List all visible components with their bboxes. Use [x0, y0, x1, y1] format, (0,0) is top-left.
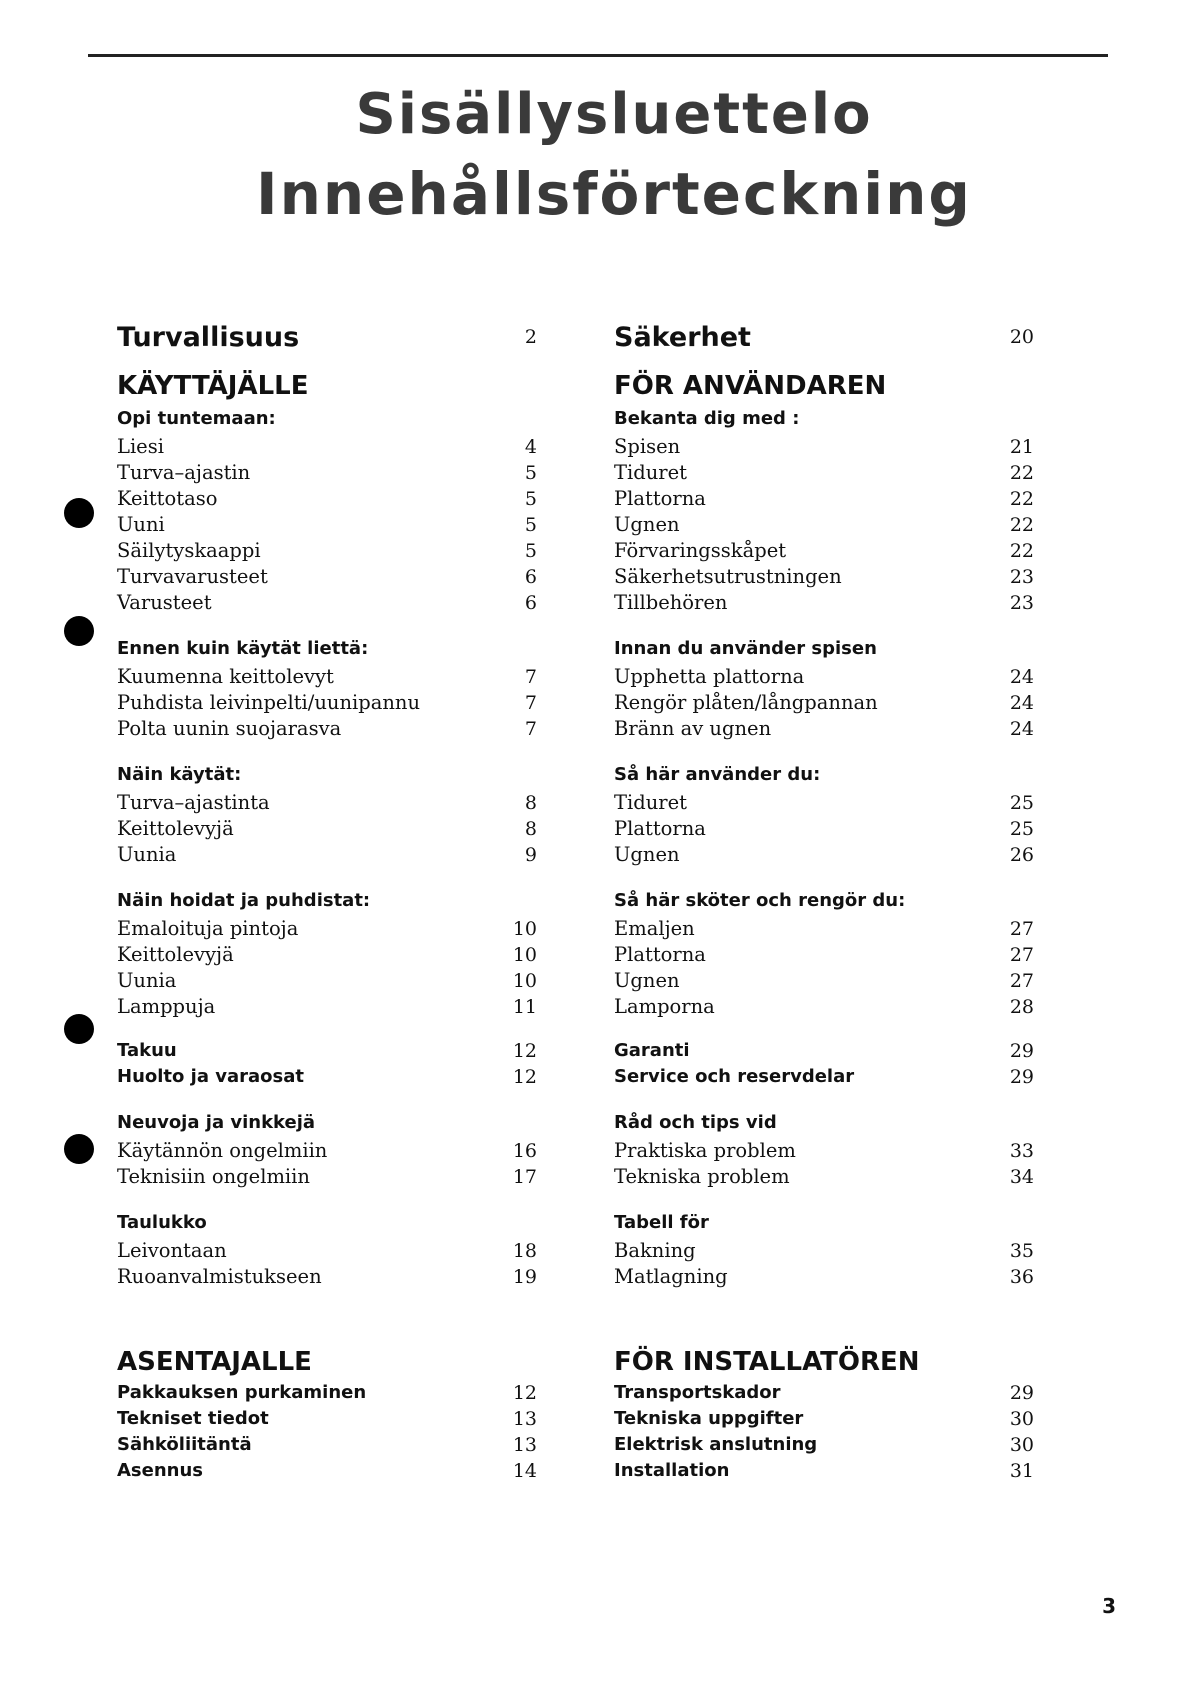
- toc-entry[interactable]: [117, 434, 537, 460]
- safety-heading[interactable]: [614, 318, 1034, 358]
- toc-entry-page: 8: [524, 818, 537, 840]
- section-title: Ennen kuin käytät liettä:: [117, 638, 369, 659]
- toc-entry-page: 7: [524, 718, 537, 740]
- toc-entry-page: 5: [524, 462, 537, 484]
- toc-entry-label: Tekniska problem: [614, 1165, 790, 1188]
- toc-entry[interactable]: [614, 1038, 1034, 1064]
- toc-entry-label: Förvaringsskåpet: [614, 539, 787, 562]
- toc-entry-page: 35: [1009, 1240, 1034, 1262]
- toc-entry[interactable]: [614, 538, 1034, 564]
- safety-heading[interactable]: [117, 318, 537, 358]
- toc-entry[interactable]: [117, 942, 537, 968]
- toc-entry-label: Tekniset tiedot: [117, 1408, 269, 1429]
- safety-heading-page: 20: [1009, 326, 1034, 348]
- toc-entry[interactable]: [614, 1138, 1034, 1164]
- toc-entry[interactable]: [614, 460, 1034, 486]
- toc-entry[interactable]: [117, 1238, 537, 1264]
- toc-entry-label: Bränn av ugnen: [614, 717, 772, 740]
- toc-entry-page: 10: [512, 944, 537, 966]
- safety-heading-label: Säkerhet: [614, 322, 751, 353]
- section-title: Opi tuntemaan:: [117, 408, 276, 429]
- toc-entry-label: Säkerhetsutrustningen: [614, 565, 842, 588]
- punch-hole: [64, 1014, 94, 1044]
- toc-entry-page: 9: [524, 844, 537, 866]
- toc-entry-label: Leivontaan: [117, 1239, 227, 1262]
- toc-entry-page: 34: [1009, 1166, 1034, 1188]
- toc-entry[interactable]: [614, 486, 1034, 512]
- toc-entry-label: Puhdista leivinpelti/uunipannu: [117, 691, 421, 714]
- toc-entry[interactable]: [614, 590, 1034, 616]
- punch-hole: [64, 616, 94, 646]
- toc-entry-page: 36: [1009, 1266, 1034, 1288]
- toc-entry-label: Uunia: [117, 969, 177, 992]
- toc-entry-page: 14: [512, 1460, 537, 1482]
- toc-entry[interactable]: [117, 1164, 537, 1190]
- safety-heading-page: 2: [524, 326, 537, 348]
- toc-entry-label: Plattorna: [614, 943, 706, 966]
- toc-entry[interactable]: [614, 1406, 1034, 1432]
- toc-entry[interactable]: [614, 716, 1034, 742]
- toc-entry-label: Säilytyskaappi: [117, 539, 261, 562]
- toc-entry[interactable]: [117, 664, 537, 690]
- toc-entry[interactable]: [614, 664, 1034, 690]
- user-heading: KÄYTTÄJÄLLE: [117, 371, 309, 401]
- toc-entry-label: Bakning: [614, 1239, 696, 1262]
- toc-entry-page: 4: [524, 436, 537, 458]
- toc-entry[interactable]: [614, 968, 1034, 994]
- toc-entry-page: 25: [1009, 818, 1034, 840]
- toc-entry-label: Ugnen: [614, 513, 680, 536]
- toc-entry-page: 13: [512, 1408, 537, 1430]
- toc-entry-page: 29: [1009, 1066, 1034, 1088]
- toc-entry-label: Plattorna: [614, 817, 706, 840]
- section-title: Bekanta dig med :: [614, 408, 800, 429]
- toc-entry-page: 31: [1009, 1460, 1034, 1482]
- toc-entry-page: 17: [512, 1166, 537, 1188]
- toc-entry-label: Ugnen: [614, 843, 680, 866]
- toc-entry-label: Matlagning: [614, 1265, 728, 1288]
- toc-entry[interactable]: [117, 1138, 537, 1164]
- toc-entry-label: Upphetta plattorna: [614, 665, 805, 688]
- toc-entry-page: 25: [1009, 792, 1034, 814]
- punch-hole: [64, 498, 94, 528]
- toc-entry-page: 12: [512, 1066, 537, 1088]
- toc-entry-label: Huolto ja varaosat: [117, 1066, 304, 1087]
- toc-entry[interactable]: [117, 512, 537, 538]
- toc-entry-label: Käytännön ongelmiin: [117, 1139, 328, 1162]
- punch-hole: [64, 1134, 94, 1164]
- toc-entry-label: Elektrisk anslutning: [614, 1434, 818, 1455]
- toc-entry-page: 10: [512, 970, 537, 992]
- toc-entry-label: Tiduret: [614, 461, 687, 484]
- toc-entry-page: 22: [1009, 514, 1034, 536]
- toc-entry[interactable]: [117, 460, 537, 486]
- title-swedish: Innehållsförteckning: [256, 160, 972, 228]
- toc-entry-label: Varusteet: [117, 591, 212, 614]
- toc-entry[interactable]: [614, 1380, 1034, 1406]
- section-title: Innan du använder spisen: [614, 638, 877, 659]
- toc-entry-label: Rengör plåten/långpannan: [614, 691, 878, 714]
- toc-entry[interactable]: [117, 994, 537, 1020]
- toc-entry[interactable]: [117, 564, 537, 590]
- toc-entry[interactable]: [117, 1264, 537, 1290]
- section-title: Taulukko: [117, 1212, 207, 1233]
- toc-entry-page: 23: [1009, 566, 1034, 588]
- toc-entry-label: Tiduret: [614, 791, 687, 814]
- toc-entry-page: 27: [1009, 970, 1034, 992]
- toc-entry-page: 7: [524, 692, 537, 714]
- toc-entry-page: 28: [1009, 996, 1034, 1018]
- toc-entry-label: Ruoanvalmistukseen: [117, 1265, 322, 1288]
- toc-entry-label: Teknisiin ongelmiin: [117, 1165, 310, 1188]
- top-rule: [88, 54, 1108, 57]
- safety-heading-label: Turvallisuus: [117, 322, 300, 353]
- toc-column-finnish: [117, 318, 537, 1484]
- toc-entry[interactable]: [614, 1264, 1034, 1290]
- toc-entry[interactable]: [614, 1458, 1034, 1484]
- toc-entry-page: 11: [512, 996, 537, 1018]
- toc-entry[interactable]: [614, 842, 1034, 868]
- toc-entry[interactable]: [614, 1238, 1034, 1264]
- toc-entry-page: 30: [1009, 1434, 1034, 1456]
- toc-entry[interactable]: [117, 916, 537, 942]
- user-heading: FÖR ANVÄNDAREN: [614, 371, 887, 401]
- toc-entry-page: 18: [512, 1240, 537, 1262]
- toc-entry-label: Uunia: [117, 843, 177, 866]
- toc-entry-page: 24: [1009, 666, 1034, 688]
- toc-entry[interactable]: [614, 1164, 1034, 1190]
- toc-entry-page: 27: [1009, 918, 1034, 940]
- toc-entry-label: Ugnen: [614, 969, 680, 992]
- toc-entry[interactable]: [614, 916, 1034, 942]
- toc-entry-label: Liesi: [117, 435, 164, 458]
- toc-entry[interactable]: [117, 1064, 537, 1090]
- toc-entry[interactable]: [117, 690, 537, 716]
- toc-entry-page: 22: [1009, 462, 1034, 484]
- toc-entry-page: 6: [524, 566, 537, 588]
- toc-entry[interactable]: [614, 512, 1034, 538]
- toc-entry[interactable]: [117, 538, 537, 564]
- page-number: 3: [1102, 1594, 1116, 1618]
- toc-entry-page: 29: [1009, 1040, 1034, 1062]
- toc-entry-page: 21: [1009, 436, 1034, 458]
- toc-entry-page: 8: [524, 792, 537, 814]
- toc-entry[interactable]: [614, 434, 1034, 460]
- toc-entry-label: Installation: [614, 1460, 730, 1481]
- section-title: Så här sköter och rengör du:: [614, 890, 906, 911]
- toc-entry[interactable]: [117, 968, 537, 994]
- toc-entry-label: Lamporna: [614, 995, 715, 1018]
- toc-entry-page: 24: [1009, 692, 1034, 714]
- toc-entry-label: Turvavarusteet: [117, 565, 268, 588]
- toc-entry-page: 13: [512, 1434, 537, 1456]
- toc-entry-label: Keittolevyjä: [117, 943, 234, 966]
- toc-entry[interactable]: [614, 1064, 1034, 1090]
- toc-entry[interactable]: [117, 1380, 537, 1406]
- toc-entry-page: 22: [1009, 540, 1034, 562]
- installer-heading: FÖR INSTALLATÖREN: [614, 1347, 920, 1377]
- title-finnish: Sisällysluettelo: [355, 82, 873, 147]
- toc-entry[interactable]: [117, 1406, 537, 1432]
- section-title: Näin käytät:: [117, 764, 242, 785]
- toc-entry[interactable]: [117, 486, 537, 512]
- toc-entry[interactable]: [614, 564, 1034, 590]
- toc-entry[interactable]: [614, 1432, 1034, 1458]
- toc-entry-page: 22: [1009, 488, 1034, 510]
- toc-entry-page: 16: [512, 1140, 537, 1162]
- toc-entry-label: Sähköliitäntä: [117, 1434, 252, 1455]
- section-title: Tabell för: [614, 1212, 709, 1233]
- toc-entry-label: Takuu: [117, 1040, 177, 1061]
- toc-entry-page: 29: [1009, 1382, 1034, 1404]
- toc-entry[interactable]: [117, 816, 537, 842]
- toc-entry-page: 33: [1009, 1140, 1034, 1162]
- toc-entry-label: Plattorna: [614, 487, 706, 510]
- toc-entry-label: Polta uunin suojarasva: [117, 717, 342, 740]
- toc-entry-label: Emaljen: [614, 917, 695, 940]
- toc-entry-label: Transportskador: [614, 1382, 781, 1403]
- toc-entry-label: Kuumenna keittolevyt: [117, 665, 334, 688]
- toc-entry-label: Tillbehören: [614, 591, 728, 614]
- toc-entry[interactable]: [614, 942, 1034, 968]
- toc-entry-label: Tekniska uppgifter: [614, 1408, 804, 1429]
- toc-entry-label: Lamppuja: [117, 995, 216, 1018]
- toc-entry-label: Turva–ajastinta: [117, 791, 270, 814]
- toc-entry-label: Garanti: [614, 1040, 690, 1061]
- section-title: Så här använder du:: [614, 764, 821, 785]
- toc-entry[interactable]: [614, 994, 1034, 1020]
- toc-entry-page: 6: [524, 592, 537, 614]
- toc-column-swedish: [614, 318, 1034, 1484]
- toc-entry-label: Praktiska problem: [614, 1139, 796, 1162]
- installer-heading: ASENTAJALLE: [117, 1347, 312, 1377]
- toc-entry[interactable]: [117, 1458, 537, 1484]
- toc-entry-page: 10: [512, 918, 537, 940]
- toc-entry-label: Uuni: [117, 513, 165, 536]
- toc-entry-label: Turva–ajastin: [117, 461, 251, 484]
- toc-entry-page: 7: [524, 666, 537, 688]
- toc-entry-label: Emaloituja pintoja: [117, 917, 299, 940]
- toc-entry[interactable]: [117, 716, 537, 742]
- toc-entry-page: 23: [1009, 592, 1034, 614]
- toc-entry[interactable]: [614, 790, 1034, 816]
- toc-entry-page: 26: [1009, 844, 1034, 866]
- toc-entry[interactable]: [614, 816, 1034, 842]
- toc-entry-label: Pakkauksen purkaminen: [117, 1382, 367, 1403]
- toc-entry-page: 5: [524, 514, 537, 536]
- toc-entry-page: 5: [524, 488, 537, 510]
- toc-entry[interactable]: [614, 690, 1034, 716]
- toc-entry-page: 19: [512, 1266, 537, 1288]
- toc-entry-page: 30: [1009, 1408, 1034, 1430]
- toc-entry[interactable]: [117, 590, 537, 616]
- section-title: Neuvoja ja vinkkejä: [117, 1112, 316, 1133]
- toc-entry-label: Keittotaso: [117, 487, 218, 510]
- toc-entry-page: 24: [1009, 718, 1034, 740]
- toc-entry[interactable]: [117, 842, 537, 868]
- toc-entry-label: Keittolevyjä: [117, 817, 234, 840]
- toc-entry[interactable]: [117, 1432, 537, 1458]
- toc-entry-page: 12: [512, 1040, 537, 1062]
- toc-entry-page: 27: [1009, 944, 1034, 966]
- toc-entry-page: 12: [512, 1382, 537, 1404]
- section-title: Råd och tips vid: [614, 1112, 777, 1133]
- toc-entry-page: 5: [524, 540, 537, 562]
- toc-entry-label: Service och reservdelar: [614, 1066, 855, 1087]
- toc-entry[interactable]: [117, 1038, 537, 1064]
- toc-entry-label: Spisen: [614, 435, 681, 458]
- toc-entry[interactable]: [117, 790, 537, 816]
- toc-entry-label: Asennus: [117, 1460, 204, 1481]
- section-title: Näin hoidat ja puhdistat:: [117, 890, 371, 911]
